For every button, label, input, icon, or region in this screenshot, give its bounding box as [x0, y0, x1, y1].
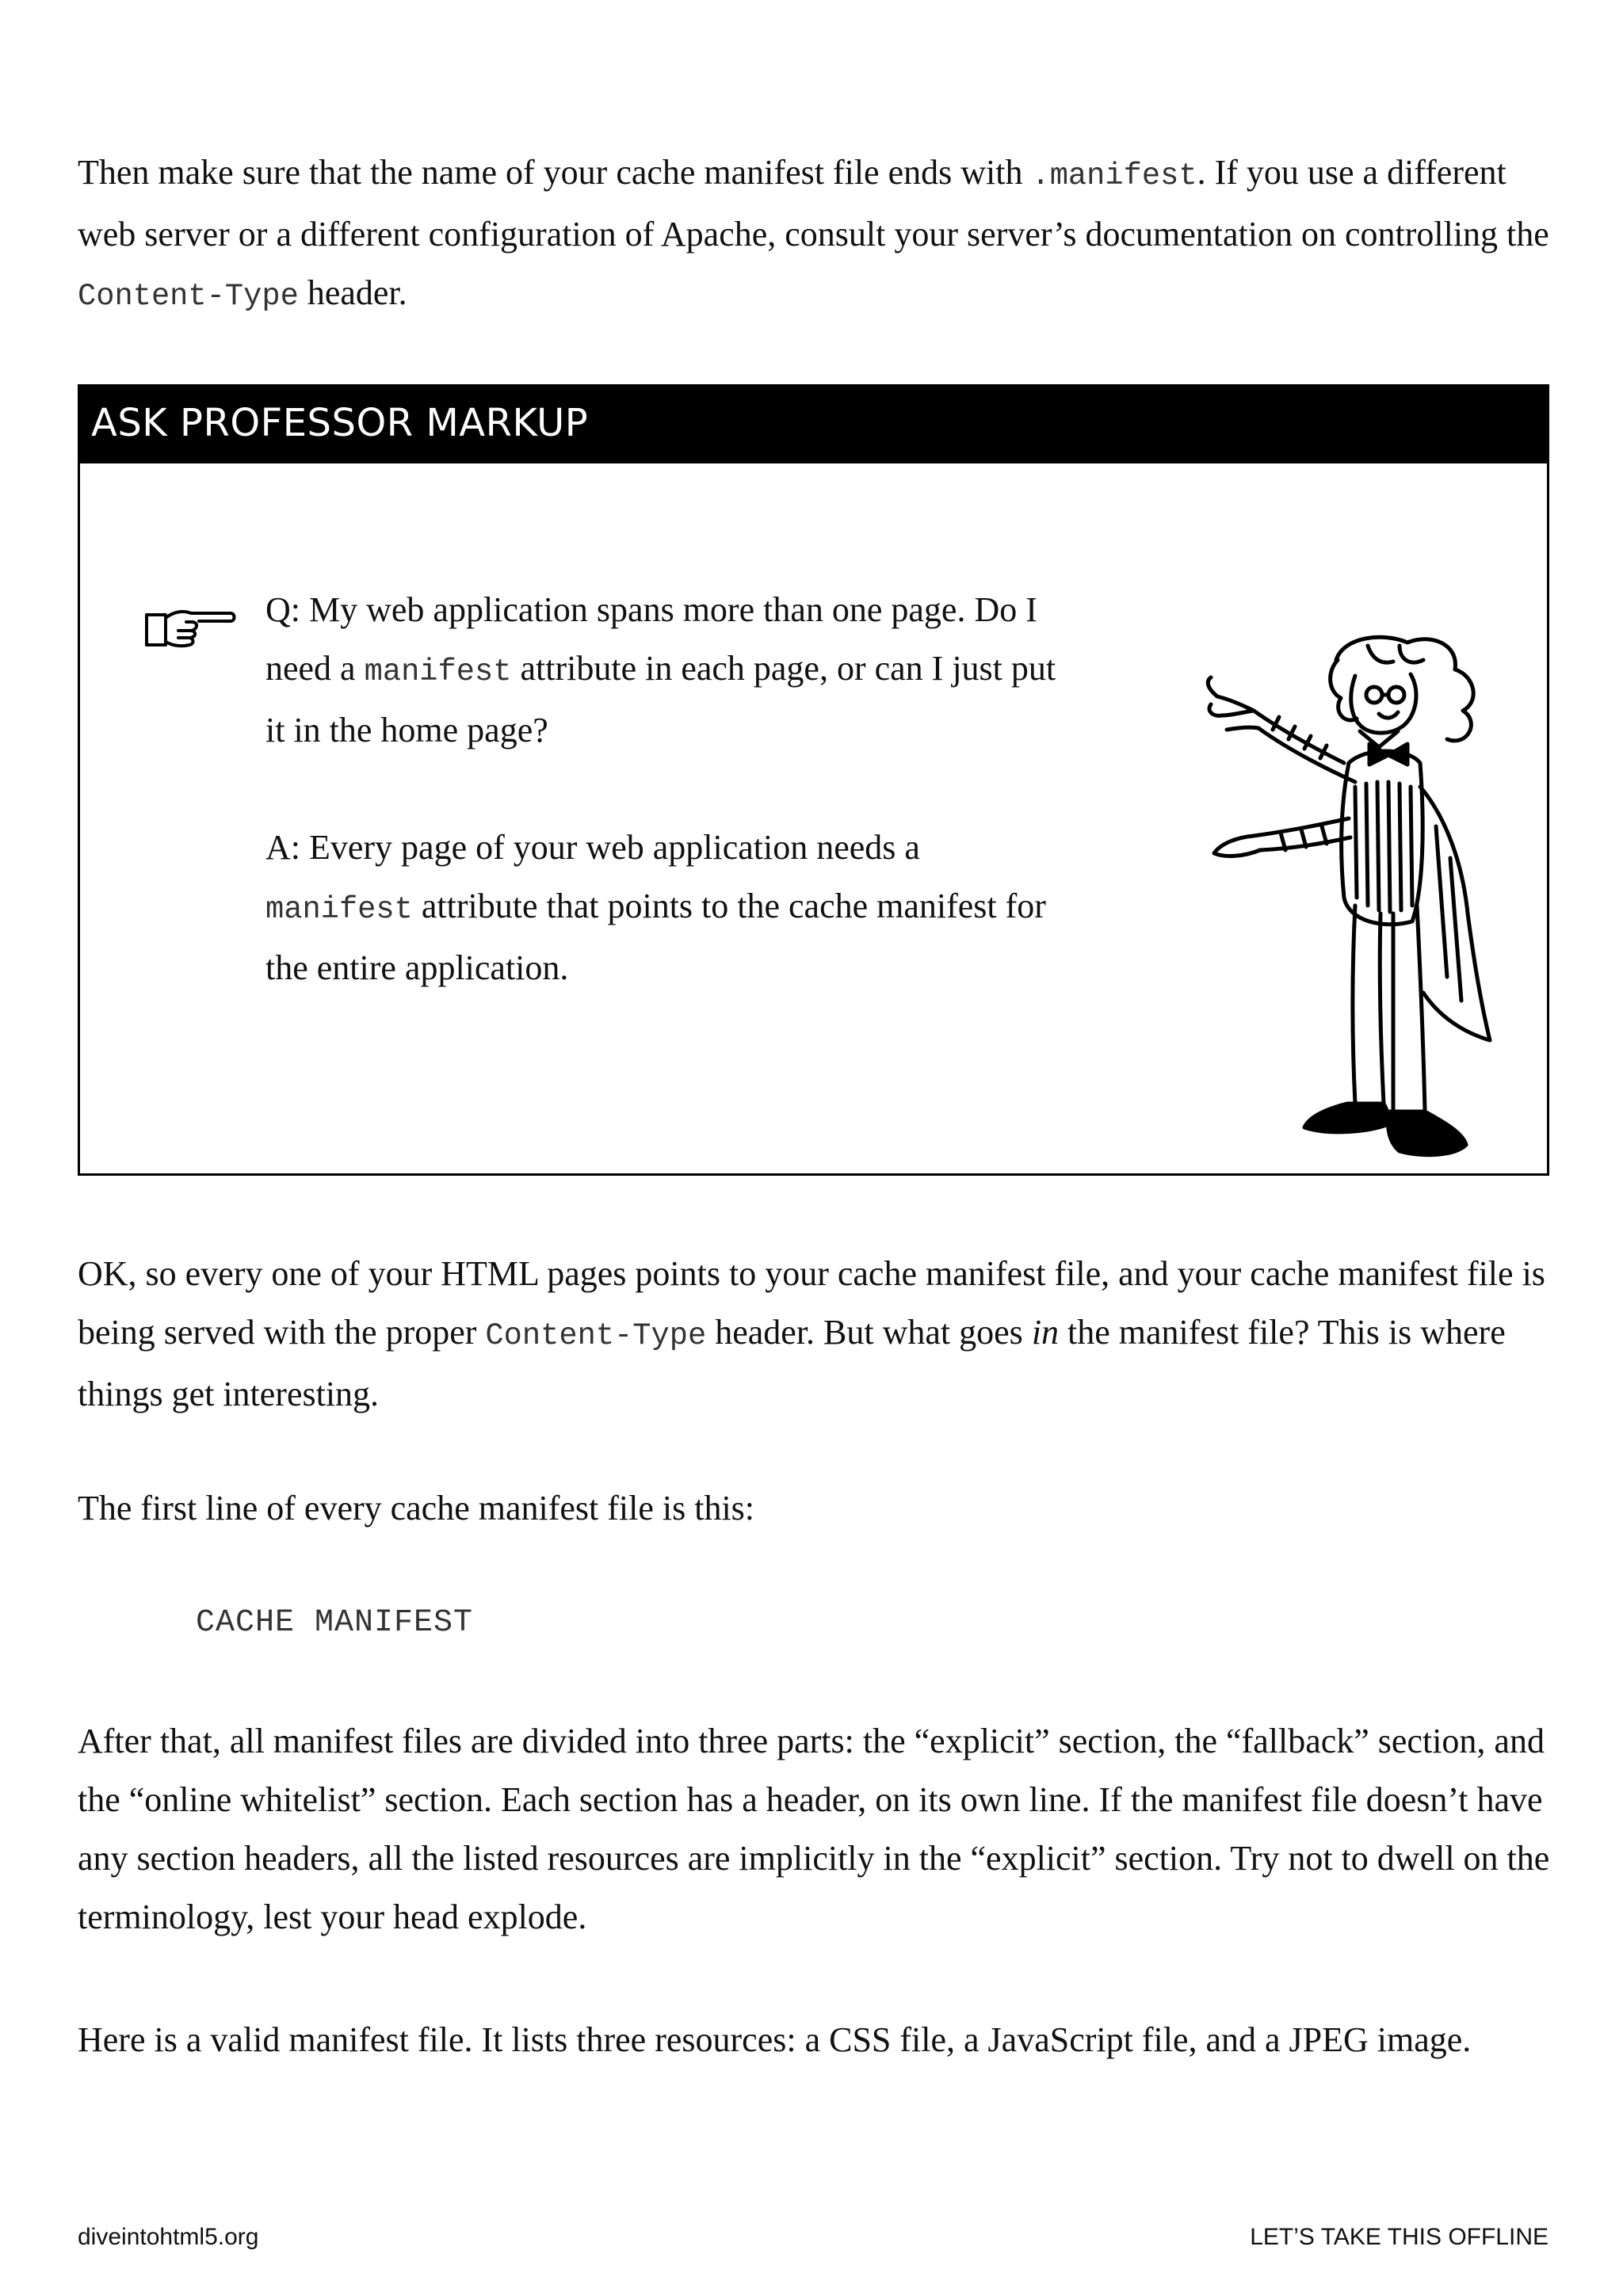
- cache-manifest-code-line: CACHE MANIFEST: [196, 1605, 474, 1641]
- intro-text-2: . If you use a different web server or a different configuration of Apache, consult your server’s documentation on controlling the: [78, 153, 1549, 254]
- intro-text-3: header.: [298, 273, 407, 312]
- pointing-hand-icon: [142, 601, 237, 656]
- answer-part-2: attribute that points to the cache manifest for the entire application.: [265, 887, 1046, 987]
- answer-text: [265, 818, 1058, 997]
- question-answer: [265, 581, 1058, 997]
- ask-professor-box: [78, 384, 1549, 1176]
- manifest-extension-code: .manifest: [1031, 158, 1197, 193]
- content-type-code: Content-Type: [78, 279, 299, 314]
- question-part-1: Q: My web application spans more than one page. Do I need a: [265, 590, 1037, 688]
- para2-text-1: OK, so every one of your HTML pages points to your cache manifest file, and your cache manifest file is being served with the proper: [78, 1254, 1545, 1352]
- sections-paragraph: After that, all manifest files are divided into three parts: the “explicit” section, the “fallback” section, and the “online whitelist” section. Each section has a header, on its own line. If the manifest file doesn’t have any section headers, all the listed resources are implicitly in the “explicit” section. Try not to dwell on the terminology, lest your head explode.: [78, 1722, 1550, 1936]
- first-line-paragraph: The first line of every cache manifest file is this:: [78, 1489, 755, 1527]
- footer-site: diveintohtml5.org: [78, 2224, 259, 2250]
- answer-manifest-code: manifest: [265, 892, 413, 927]
- box-title: ASK PROFESSOR MARKUP: [91, 401, 589, 445]
- intro-paragraph: [78, 143, 1552, 326]
- valid-manifest-paragraph: Here is a valid manifest file. It lists three resources: a CSS file, a JavaScript file, and a JPEG image.: [78, 2020, 1472, 2059]
- para2-text-2: header. But what goes: [706, 1313, 1032, 1352]
- answer-part-1: A: Every page of your web application needs a: [265, 828, 920, 867]
- content-type-code-2: Content-Type: [485, 1318, 707, 1353]
- emphasis-in: in: [1031, 1313, 1060, 1352]
- para2-text-3: the manifest file? This is where things get interesting.: [78, 1313, 1506, 1413]
- cache-manifest-paragraph: [78, 1245, 1552, 1424]
- footer-chapter: LET’S TAKE THIS OFFLINE: [1250, 2224, 1549, 2250]
- intro-text-1: Then make sure that the name of your cache manifest file ends with: [78, 153, 1032, 192]
- professor-markup-illustration: [1186, 628, 1598, 1175]
- question-manifest-code: manifest: [364, 654, 512, 689]
- question-text: [265, 581, 1058, 760]
- question-part-2: attribute in each page, or can I just put it in the home page?: [265, 649, 1056, 749]
- box-header: [80, 387, 1547, 463]
